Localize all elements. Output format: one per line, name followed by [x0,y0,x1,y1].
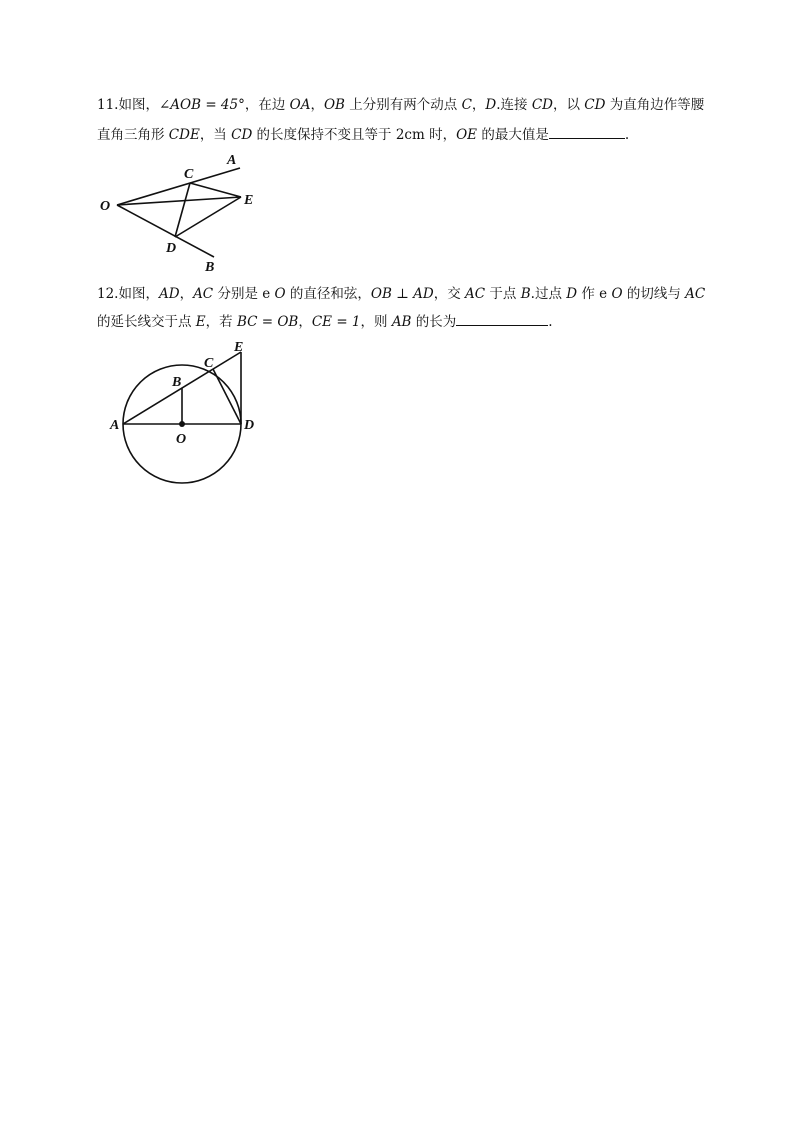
label-d: D [166,241,177,256]
q12-figure [105,335,265,485]
label-e: E [234,340,244,355]
q12-line-1: 12.如图，AD，AC 分别是 e O 的直径和弦，OB ⊥ AD，交 AC 于点 B.过点 D 作 e O 的切线与 AC [97,286,706,302]
label-b: B [172,375,182,390]
ray-oa [117,168,240,205]
segment-oe [117,197,241,205]
label-a: A [110,418,120,433]
q12-answer-blank[interactable] [456,313,548,326]
angle-aob: ∠AOB = 45° [158,97,245,113]
label-e: E [244,193,254,208]
q12-line-2: 的延长线交于点 E，若 BC = OB，CE = 1，则 AB 的长为 . [97,314,553,330]
segment-ce [190,183,241,197]
label-a: A [227,153,237,168]
center-o-dot [179,421,185,427]
label-d: D [244,418,255,433]
q11-answer-blank[interactable] [549,126,625,139]
label-o: O [100,199,111,214]
q11-line-1: 11.如图，∠AOB = 45°，在边 OA，OB 上分别有两个动点 C，D.连接 CD，以 CD 为直角边作等腰 [97,97,705,113]
label-b: B [205,260,215,275]
segment-cd [213,369,241,424]
label-o: O [176,432,187,447]
q11-figure [95,150,275,275]
q11-line-2: 直角三角形 CDE，当 CD 的长度保持不变且等于 2cm 时，OE 的最大值是 . [97,127,630,143]
label-c: C [204,356,214,371]
label-c: C [184,167,194,182]
